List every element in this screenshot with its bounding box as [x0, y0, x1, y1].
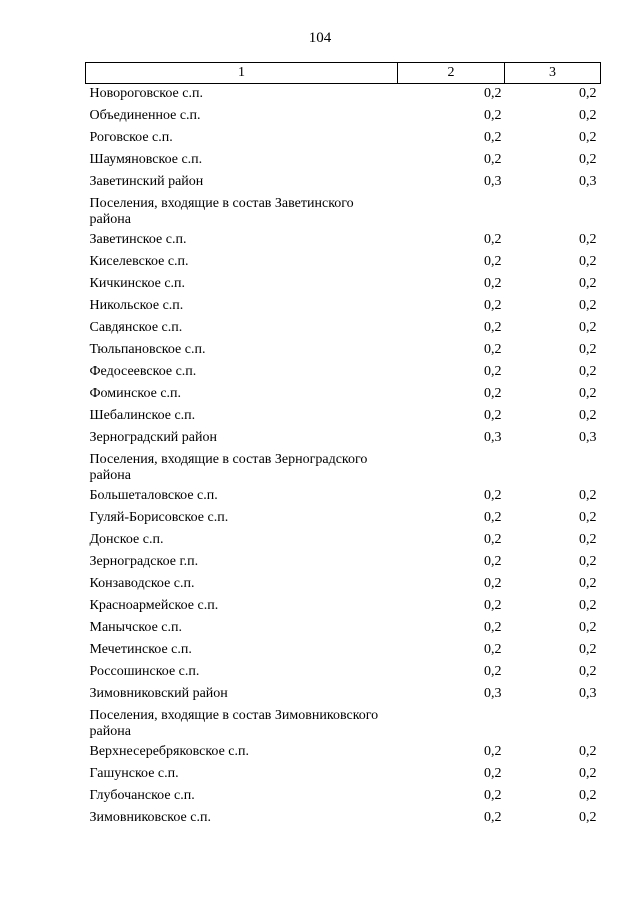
cell-value-col2: 0,2 — [484, 253, 502, 269]
cell-value-col3: 0,3 — [579, 429, 597, 445]
cell-value-col3: 0,2 — [579, 231, 597, 247]
cell-value-col2: 0,2 — [484, 743, 502, 759]
cell-value-col3: 0,2 — [579, 553, 597, 569]
table-row-group-heading — [86, 194, 601, 230]
cell-value-col2: 0,2 — [484, 231, 502, 247]
cell-value-col2: 0,2 — [484, 575, 502, 591]
cell-value-col3: 0,2 — [579, 809, 597, 825]
cell-value-col2: 0,2 — [484, 151, 502, 167]
cell-name: Поселения, входящие в состав Зерноградского района — [89, 451, 368, 483]
cell-value-col3: 0,2 — [579, 787, 597, 803]
cell-value-col3 — [505, 450, 601, 486]
cell-name: Глубочанское с.п. — [89, 787, 195, 803]
table-row — [86, 128, 601, 150]
cell-value-col2: 0,2 — [484, 341, 502, 357]
cell-value-col3: 0,2 — [579, 363, 597, 379]
table-row — [86, 84, 601, 106]
table-row — [86, 684, 601, 706]
cell-name: Манычское с.п. — [89, 619, 182, 635]
table-row — [86, 808, 601, 830]
cell-value-col2: 0,2 — [484, 297, 502, 313]
table-row — [86, 618, 601, 640]
cell-value-col3: 0,2 — [579, 531, 597, 547]
cell-value-col2: 0,2 — [484, 275, 502, 291]
cell-name: Шебалинское с.п. — [89, 407, 196, 423]
cell-value-col3: 0,2 — [579, 107, 597, 123]
cell-value-col3: 0,2 — [579, 407, 597, 423]
cell-value-col2: 0,2 — [484, 663, 502, 679]
cell-value-col3 — [505, 706, 601, 742]
cell-value-col2: 0,3 — [484, 685, 502, 701]
cell-value-col2: 0,2 — [484, 641, 502, 657]
cell-value-col3 — [505, 194, 601, 230]
table-row — [86, 552, 601, 574]
cell-name: Большеталовское с.п. — [89, 487, 218, 503]
cell-value-col3: 0,2 — [579, 663, 597, 679]
cell-name: Верхнесеребряковское с.п. — [89, 743, 249, 759]
cell-value-col2 — [398, 450, 505, 486]
cell-name: Зимовниковское с.п. — [89, 809, 211, 825]
table-row — [86, 596, 601, 618]
cell-name: Новороговское с.п. — [89, 86, 203, 101]
cell-value-col2: 0,2 — [484, 531, 502, 547]
cell-value-col2: 0,2 — [484, 787, 502, 803]
cell-name: Фоминское с.п. — [89, 385, 182, 401]
cell-name: Шаумяновское с.п. — [89, 151, 203, 167]
cell-value-col2: 0,3 — [484, 173, 502, 189]
cell-value-col3: 0,2 — [579, 641, 597, 657]
cell-name: Федосеевское с.п. — [89, 363, 197, 379]
cell-value-col2 — [398, 194, 505, 230]
table-row — [86, 530, 601, 552]
cell-value-col3: 0,2 — [579, 765, 597, 781]
column-header-3: 3 — [505, 63, 601, 84]
table-row — [86, 252, 601, 274]
cell-name: Никольское с.п. — [89, 297, 184, 313]
cell-name: Зимовниковский район — [89, 685, 228, 701]
cell-name: Объединенное с.п. — [89, 107, 201, 123]
cell-name: Гашунское с.п. — [89, 765, 179, 781]
page-number: 104 — [308, 30, 332, 46]
cell-value-col3: 0,2 — [579, 319, 597, 335]
cell-value-col3: 0,2 — [579, 341, 597, 357]
cell-name: Конзаводское с.п. — [89, 575, 195, 591]
cell-name: Заветинский район — [89, 173, 204, 189]
cell-value-col2: 0,2 — [484, 107, 502, 123]
table-row — [86, 428, 601, 450]
cell-value-col3: 0,2 — [579, 575, 597, 591]
table-row — [86, 786, 601, 808]
cell-value-col3: 0,2 — [579, 86, 597, 101]
table-row — [86, 340, 601, 362]
cell-name: Зерноградский район — [89, 429, 217, 445]
column-header-2: 2 — [398, 63, 505, 84]
table-row-group-heading — [86, 706, 601, 742]
cell-name: Гуляй-Борисовское с.п. — [89, 509, 229, 525]
cell-name: Тюльпановское с.п. — [89, 341, 206, 357]
cell-value-col3: 0,2 — [579, 129, 597, 145]
table-row — [86, 764, 601, 786]
cell-value-col3: 0,2 — [579, 385, 597, 401]
cell-value-col2: 0,2 — [484, 129, 502, 145]
cell-value-col2: 0,2 — [484, 619, 502, 635]
table-header — [86, 63, 601, 84]
cell-value-col3: 0,2 — [579, 151, 597, 167]
cell-name: Поселения, входящие в состав Заветинского района — [89, 195, 354, 227]
cell-value-col3: 0,3 — [579, 685, 597, 701]
table-row-group-heading — [86, 450, 601, 486]
cell-name: Роговское с.п. — [89, 129, 173, 145]
cell-value-col2: 0,2 — [484, 487, 502, 503]
cell-name: Зерноградское г.п. — [89, 553, 199, 569]
data-table — [85, 62, 601, 830]
table-row — [86, 106, 601, 128]
cell-name: Савдянское с.п. — [89, 319, 183, 335]
table-body — [86, 84, 601, 830]
cell-name: Кичкинское с.п. — [89, 275, 186, 291]
cell-name: Красноармейское с.п. — [89, 597, 219, 613]
cell-value-col2: 0,2 — [484, 385, 502, 401]
table-row — [86, 384, 601, 406]
table-row — [86, 172, 601, 194]
cell-value-col3: 0,2 — [579, 743, 597, 759]
cell-value-col3: 0,2 — [579, 275, 597, 291]
header-row — [86, 63, 601, 84]
cell-value-col2: 0,2 — [484, 319, 502, 335]
table-row — [86, 640, 601, 662]
cell-value-col3: 0,3 — [579, 173, 597, 189]
cell-value-col3: 0,2 — [579, 253, 597, 269]
table-row — [86, 574, 601, 596]
cell-name: Заветинское с.п. — [89, 231, 187, 247]
cell-value-col3: 0,2 — [579, 297, 597, 313]
cell-value-col2: 0,2 — [484, 86, 502, 101]
table-row — [86, 508, 601, 530]
cell-value-col2: 0,2 — [484, 363, 502, 379]
cell-value-col2: 0,2 — [484, 509, 502, 525]
cell-value-col3: 0,2 — [579, 597, 597, 613]
column-header-1: 1 — [86, 63, 398, 84]
table-row — [86, 230, 601, 252]
cell-name: Киселевское с.п. — [89, 253, 189, 269]
cell-value-col2: 0,3 — [484, 429, 502, 445]
table-row — [86, 274, 601, 296]
cell-name: Мечетинское с.п. — [89, 641, 192, 657]
cell-value-col2: 0,2 — [484, 597, 502, 613]
cell-value-col3: 0,2 — [579, 487, 597, 503]
cell-name: Россошинское с.п. — [89, 663, 200, 679]
cell-name: Донское с.п. — [89, 531, 164, 547]
table-row — [86, 296, 601, 318]
table-row — [86, 318, 601, 340]
cell-name: Поселения, входящие в состав Зимовниковского района — [89, 707, 379, 739]
cell-value-col3: 0,2 — [579, 619, 597, 635]
table-row — [86, 362, 601, 384]
table-row — [86, 662, 601, 684]
cell-value-col2: 0,2 — [484, 765, 502, 781]
table-row — [86, 742, 601, 764]
cell-value-col2: 0,2 — [484, 407, 502, 423]
table-row — [86, 406, 601, 428]
table-row — [86, 150, 601, 172]
cell-value-col2 — [398, 706, 505, 742]
cell-value-col2: 0,2 — [484, 809, 502, 825]
cell-value-col3: 0,2 — [579, 509, 597, 525]
table-row — [86, 486, 601, 508]
cell-value-col2: 0,2 — [484, 553, 502, 569]
